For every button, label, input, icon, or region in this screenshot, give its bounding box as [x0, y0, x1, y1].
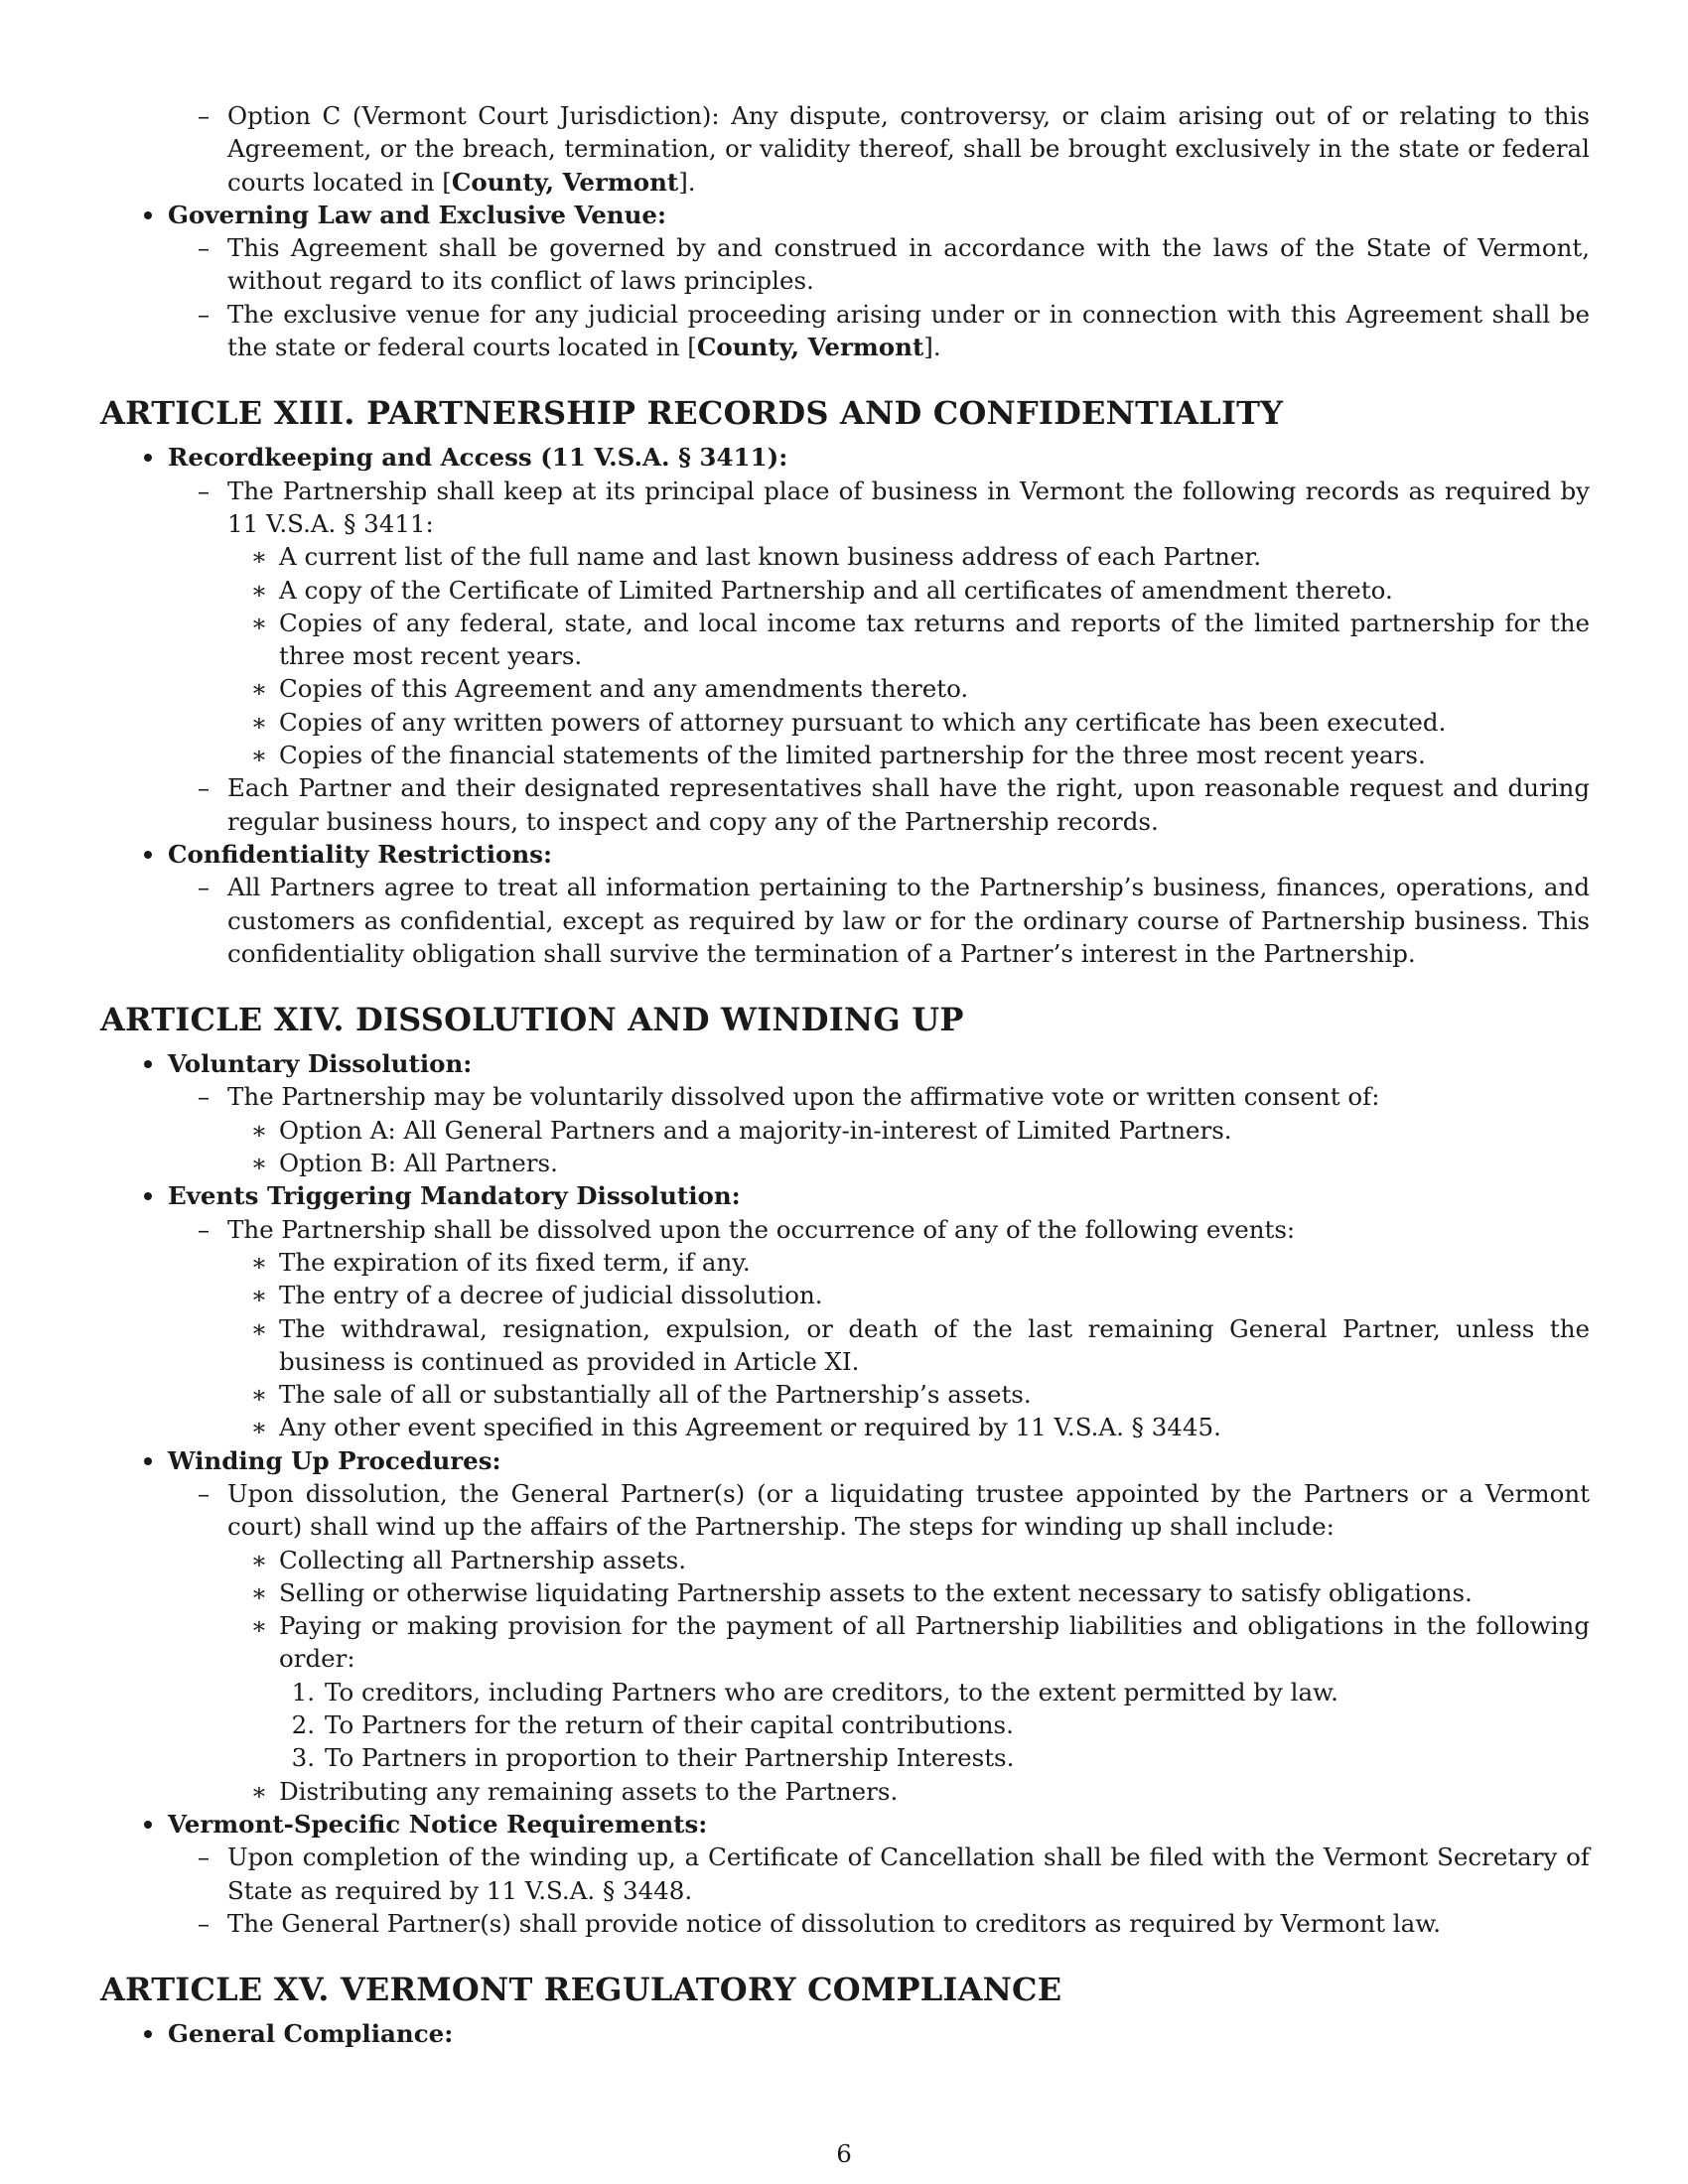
recordkeeping-intro: The Partnership shall keep at its principal place of business in Vermont the following records as required by 11 V.S.A. § 3411: — [227, 476, 1590, 538]
mandatory-event — [227, 1411, 1590, 1443]
order-text: To creditors, including Partners who are creditors, to the extent permitted by law. — [325, 1677, 1338, 1706]
record-text: Copies of any written powers of attorney pursuant to which any certificate has been executed. — [279, 707, 1447, 737]
page-number: 6 — [836, 2139, 852, 2168]
mandatory-event — [227, 1279, 1590, 1311]
step-text: Selling or otherwise liquidating Partnership assets to the extent necessary to satisfy obligations. — [279, 1577, 1473, 1607]
bullet-marker — [138, 838, 158, 871]
step-text: Paying or making provision for the payment of all Partnership liabilities and obligations in the following order: — [279, 1611, 1590, 1674]
mandatory-intro-item — [168, 1213, 1590, 1444]
dash-marker: – — [197, 1478, 211, 1508]
voluntary-intro: The Partnership may be voluntarily dissolved upon the affirmative vote or written consent of: — [227, 1082, 1380, 1112]
record-item — [227, 672, 1590, 705]
dash-marker: – — [197, 476, 211, 505]
confidentiality-subitem — [168, 871, 1590, 970]
voluntary-option — [227, 1147, 1590, 1179]
record-text: A current list of the full name and last known business address of each Partner. — [279, 542, 1262, 572]
payment-order-item — [279, 1708, 1590, 1741]
order-number: 2. — [291, 1710, 315, 1740]
star-marker: ∗ — [250, 575, 268, 605]
record-item — [227, 540, 1590, 573]
venue-text: The exclusive venue for any judicial proceeding arising under or in connection with this Agreement shall be the state or federal courts located in [ — [227, 299, 1590, 362]
record-text: A copy of the Certificate of Limited Partnership and all certificates of amendment thereto. — [279, 575, 1393, 605]
document-page — [100, 99, 1590, 2050]
continuation-item — [100, 99, 1590, 199]
voluntary-sublist — [168, 1080, 1590, 1179]
voluntary-options-list — [227, 1114, 1590, 1180]
mandatory-event — [227, 1312, 1590, 1379]
mandatory-dissolution-item — [100, 1179, 1590, 1443]
article-xiii-heading: ARTICLE XIII. PARTNERSHIP RECORDS AND CONFIDENTIALITY — [100, 394, 1284, 433]
star-marker: ∗ — [250, 608, 268, 637]
dash-marker: – — [197, 1214, 211, 1244]
dash-marker: – — [197, 1908, 211, 1938]
mandatory-sublist — [168, 1213, 1590, 1444]
bullet-marker — [138, 441, 158, 474]
payment-order-list — [279, 1676, 1590, 1775]
article-xv-list — [100, 2017, 1590, 2050]
winding-up-step — [227, 1609, 1590, 1774]
confidentiality-item — [100, 838, 1590, 970]
governing-law-item — [100, 199, 1590, 363]
option-c-item — [168, 99, 1590, 199]
dash-marker: – — [197, 873, 211, 902]
order-text: To Partners in proportion to their Partnership Interests. — [325, 1743, 1015, 1773]
general-compliance-label: General Compliance: — [168, 2019, 454, 2049]
bullet-marker — [138, 1047, 158, 1080]
article-xiv-heading: ARTICLE XIV. DISSOLUTION AND WINDING UP — [100, 1001, 964, 1039]
access-text: Each Partner and their designated representatives shall have the right, upon reasonable request and during regular business hours, to inspect and copy any of the Partnership records. — [227, 773, 1590, 836]
star-marker: ∗ — [250, 707, 268, 737]
record-item — [227, 607, 1590, 673]
bullet-marker — [138, 2017, 158, 2050]
dash-marker: – — [197, 299, 211, 329]
confidentiality-label: Confidentiality Restrictions: — [168, 839, 552, 869]
dash-marker: – — [197, 101, 211, 130]
option-text: Option A: All General Partners and a majority-in-interest of Limited Partners. — [279, 1115, 1232, 1145]
record-item — [227, 574, 1590, 607]
bullet-marker — [138, 1179, 158, 1212]
option-c-close: ]. — [678, 167, 696, 197]
record-item — [227, 706, 1590, 739]
continuation-sublist — [168, 99, 1590, 199]
venue-close: ]. — [923, 333, 941, 362]
notice-requirements-label: Vermont-Specific Notice Requirements: — [168, 1809, 708, 1839]
record-text: Copies of this Agreement and any amendments thereto. — [279, 674, 969, 704]
event-text: The sale of all or substantially all of the Partnership’s assets. — [279, 1380, 1032, 1410]
order-number: 1. — [291, 1677, 315, 1706]
notice-text: Upon completion of the winding up, a Certificate of Cancellation shall be filed with the Vermont Secretary of State as required by 11 V.S.A. § 3448. — [227, 1843, 1590, 1905]
recordkeeping-item — [100, 441, 1590, 838]
notice-sublist — [168, 1841, 1590, 1940]
continuation-list — [100, 99, 1590, 363]
bullet-marker — [138, 1444, 158, 1477]
recordkeeping-intro-item — [168, 475, 1590, 772]
event-text: The expiration of its fixed term, if any. — [279, 1247, 751, 1277]
star-marker: ∗ — [250, 1776, 268, 1806]
star-marker: ∗ — [250, 1281, 268, 1310]
governing-law-sublist — [168, 231, 1590, 363]
mandatory-event — [227, 1246, 1590, 1279]
star-marker: ∗ — [250, 1611, 268, 1641]
governing-law-text: This Agreement shall be governed by and construed in accordance with the laws of the State of Vermont, without regard to its conflict of laws principles. — [227, 233, 1590, 296]
voluntary-intro-item — [168, 1080, 1590, 1179]
access-item — [168, 771, 1590, 838]
bullet-marker — [138, 199, 158, 231]
mandatory-event — [227, 1378, 1590, 1411]
notice-text: The General Partner(s) shall provide notice of dissolution to creditors as required by Vermont law. — [227, 1908, 1442, 1938]
winding-up-steps-list — [227, 1544, 1590, 1808]
records-list — [227, 540, 1590, 771]
payment-order-item — [279, 1741, 1590, 1774]
mandatory-events-list — [227, 1246, 1590, 1444]
record-text: Copies of the financial statements of the limited partnership for the three most recent years. — [279, 741, 1426, 770]
payment-order-item — [279, 1676, 1590, 1708]
confidentiality-text: All Partners agree to treat all information pertaining to the Partnership’s business, finances, operations, and customers as confidential, except as required by law or for the ordinary course of Partnership business. This confidentiality obligation shall survive the termination of a Partner’s interest in the Partnership. — [227, 873, 1590, 968]
star-marker: ∗ — [250, 1577, 268, 1607]
general-compliance-item — [100, 2017, 1590, 2050]
event-text: The withdrawal, resignation, expulsion, or death of the last remaining General Partner, unless the business is continued as provided in Article XI. — [279, 1313, 1590, 1376]
order-text: To Partners for the return of their capital contributions. — [325, 1710, 1014, 1740]
winding-up-label: Winding Up Procedures: — [168, 1445, 501, 1475]
mandatory-intro: The Partnership shall be dissolved upon the occurrence of any of the following events: — [227, 1214, 1296, 1244]
event-text: The entry of a decree of judicial dissolution. — [279, 1281, 823, 1310]
dash-marker: – — [197, 233, 211, 263]
record-item — [227, 739, 1590, 771]
venue-county: County, Vermont — [696, 333, 924, 362]
recordkeeping-label: Recordkeeping and Access (11 V.S.A. § 3411): — [168, 443, 788, 473]
article-xv-heading: ARTICLE XV. VERMONT REGULATORY COMPLIANCE — [100, 1971, 1062, 2009]
notice-subitem — [168, 1907, 1590, 1940]
dash-marker: – — [197, 1082, 211, 1112]
voluntary-dissolution-label: Voluntary Dissolution: — [168, 1049, 473, 1079]
star-marker: ∗ — [250, 1115, 268, 1145]
governing-law-subitem — [168, 231, 1590, 298]
confidentiality-sublist — [168, 871, 1590, 970]
recordkeeping-sublist — [168, 475, 1590, 838]
option-c-county: County, Vermont — [451, 167, 679, 197]
governing-law-label: Governing Law and Exclusive Venue: — [168, 200, 667, 229]
step-text: Distributing any remaining assets to the Partners. — [279, 1776, 899, 1806]
star-marker: ∗ — [250, 1413, 268, 1442]
star-marker: ∗ — [250, 1380, 268, 1410]
voluntary-dissolution-item — [100, 1047, 1590, 1179]
star-marker: ∗ — [250, 741, 268, 770]
dash-marker: – — [197, 1843, 211, 1872]
venue-subitem — [168, 298, 1590, 364]
article-xiii-list — [100, 441, 1590, 970]
voluntary-option — [227, 1114, 1590, 1147]
winding-up-step — [227, 1544, 1590, 1576]
star-marker: ∗ — [250, 1247, 268, 1277]
star-marker: ∗ — [250, 542, 268, 572]
record-text: Copies of any federal, state, and local income tax returns and reports of the limited partnership for the three most recent years. — [279, 608, 1590, 671]
article-xiv-list — [100, 1047, 1590, 1940]
bullet-marker — [138, 1808, 158, 1841]
notice-subitem — [168, 1841, 1590, 1907]
option-c-text: Option C (Vermont Court Jurisdiction): Any dispute, controversy, or claim arising out of or relating to this Agreement, or the breach, termination, or validity thereof, shall be brought exclusively in the state or federal courts located in [ — [227, 101, 1590, 197]
step-text: Collecting all Partnership assets. — [279, 1545, 687, 1574]
mandatory-dissolution-label: Events Triggering Mandatory Dissolution: — [168, 1181, 741, 1211]
notice-requirements-item — [100, 1808, 1590, 1940]
winding-up-item — [100, 1444, 1590, 1808]
event-text: Any other event specified in this Agreement or required by 11 V.S.A. § 3445. — [279, 1413, 1221, 1442]
dash-marker: – — [197, 773, 211, 803]
order-number: 3. — [291, 1743, 315, 1773]
star-marker: ∗ — [250, 1149, 268, 1178]
winding-up-intro: Upon dissolution, the General Partner(s) (or a liquidating trustee appointed by the Partners or a Vermont court) shall wind up the affairs of the Partnership. The steps for winding up shall include: — [227, 1478, 1590, 1542]
star-marker: ∗ — [250, 1545, 268, 1574]
star-marker: ∗ — [250, 674, 268, 704]
winding-up-intro-item — [168, 1477, 1590, 1808]
winding-up-step — [227, 1576, 1590, 1609]
star-marker: ∗ — [250, 1313, 268, 1343]
winding-up-sublist — [168, 1477, 1590, 1808]
winding-up-step — [227, 1775, 1590, 1808]
option-text: Option B: All Partners. — [279, 1149, 558, 1178]
